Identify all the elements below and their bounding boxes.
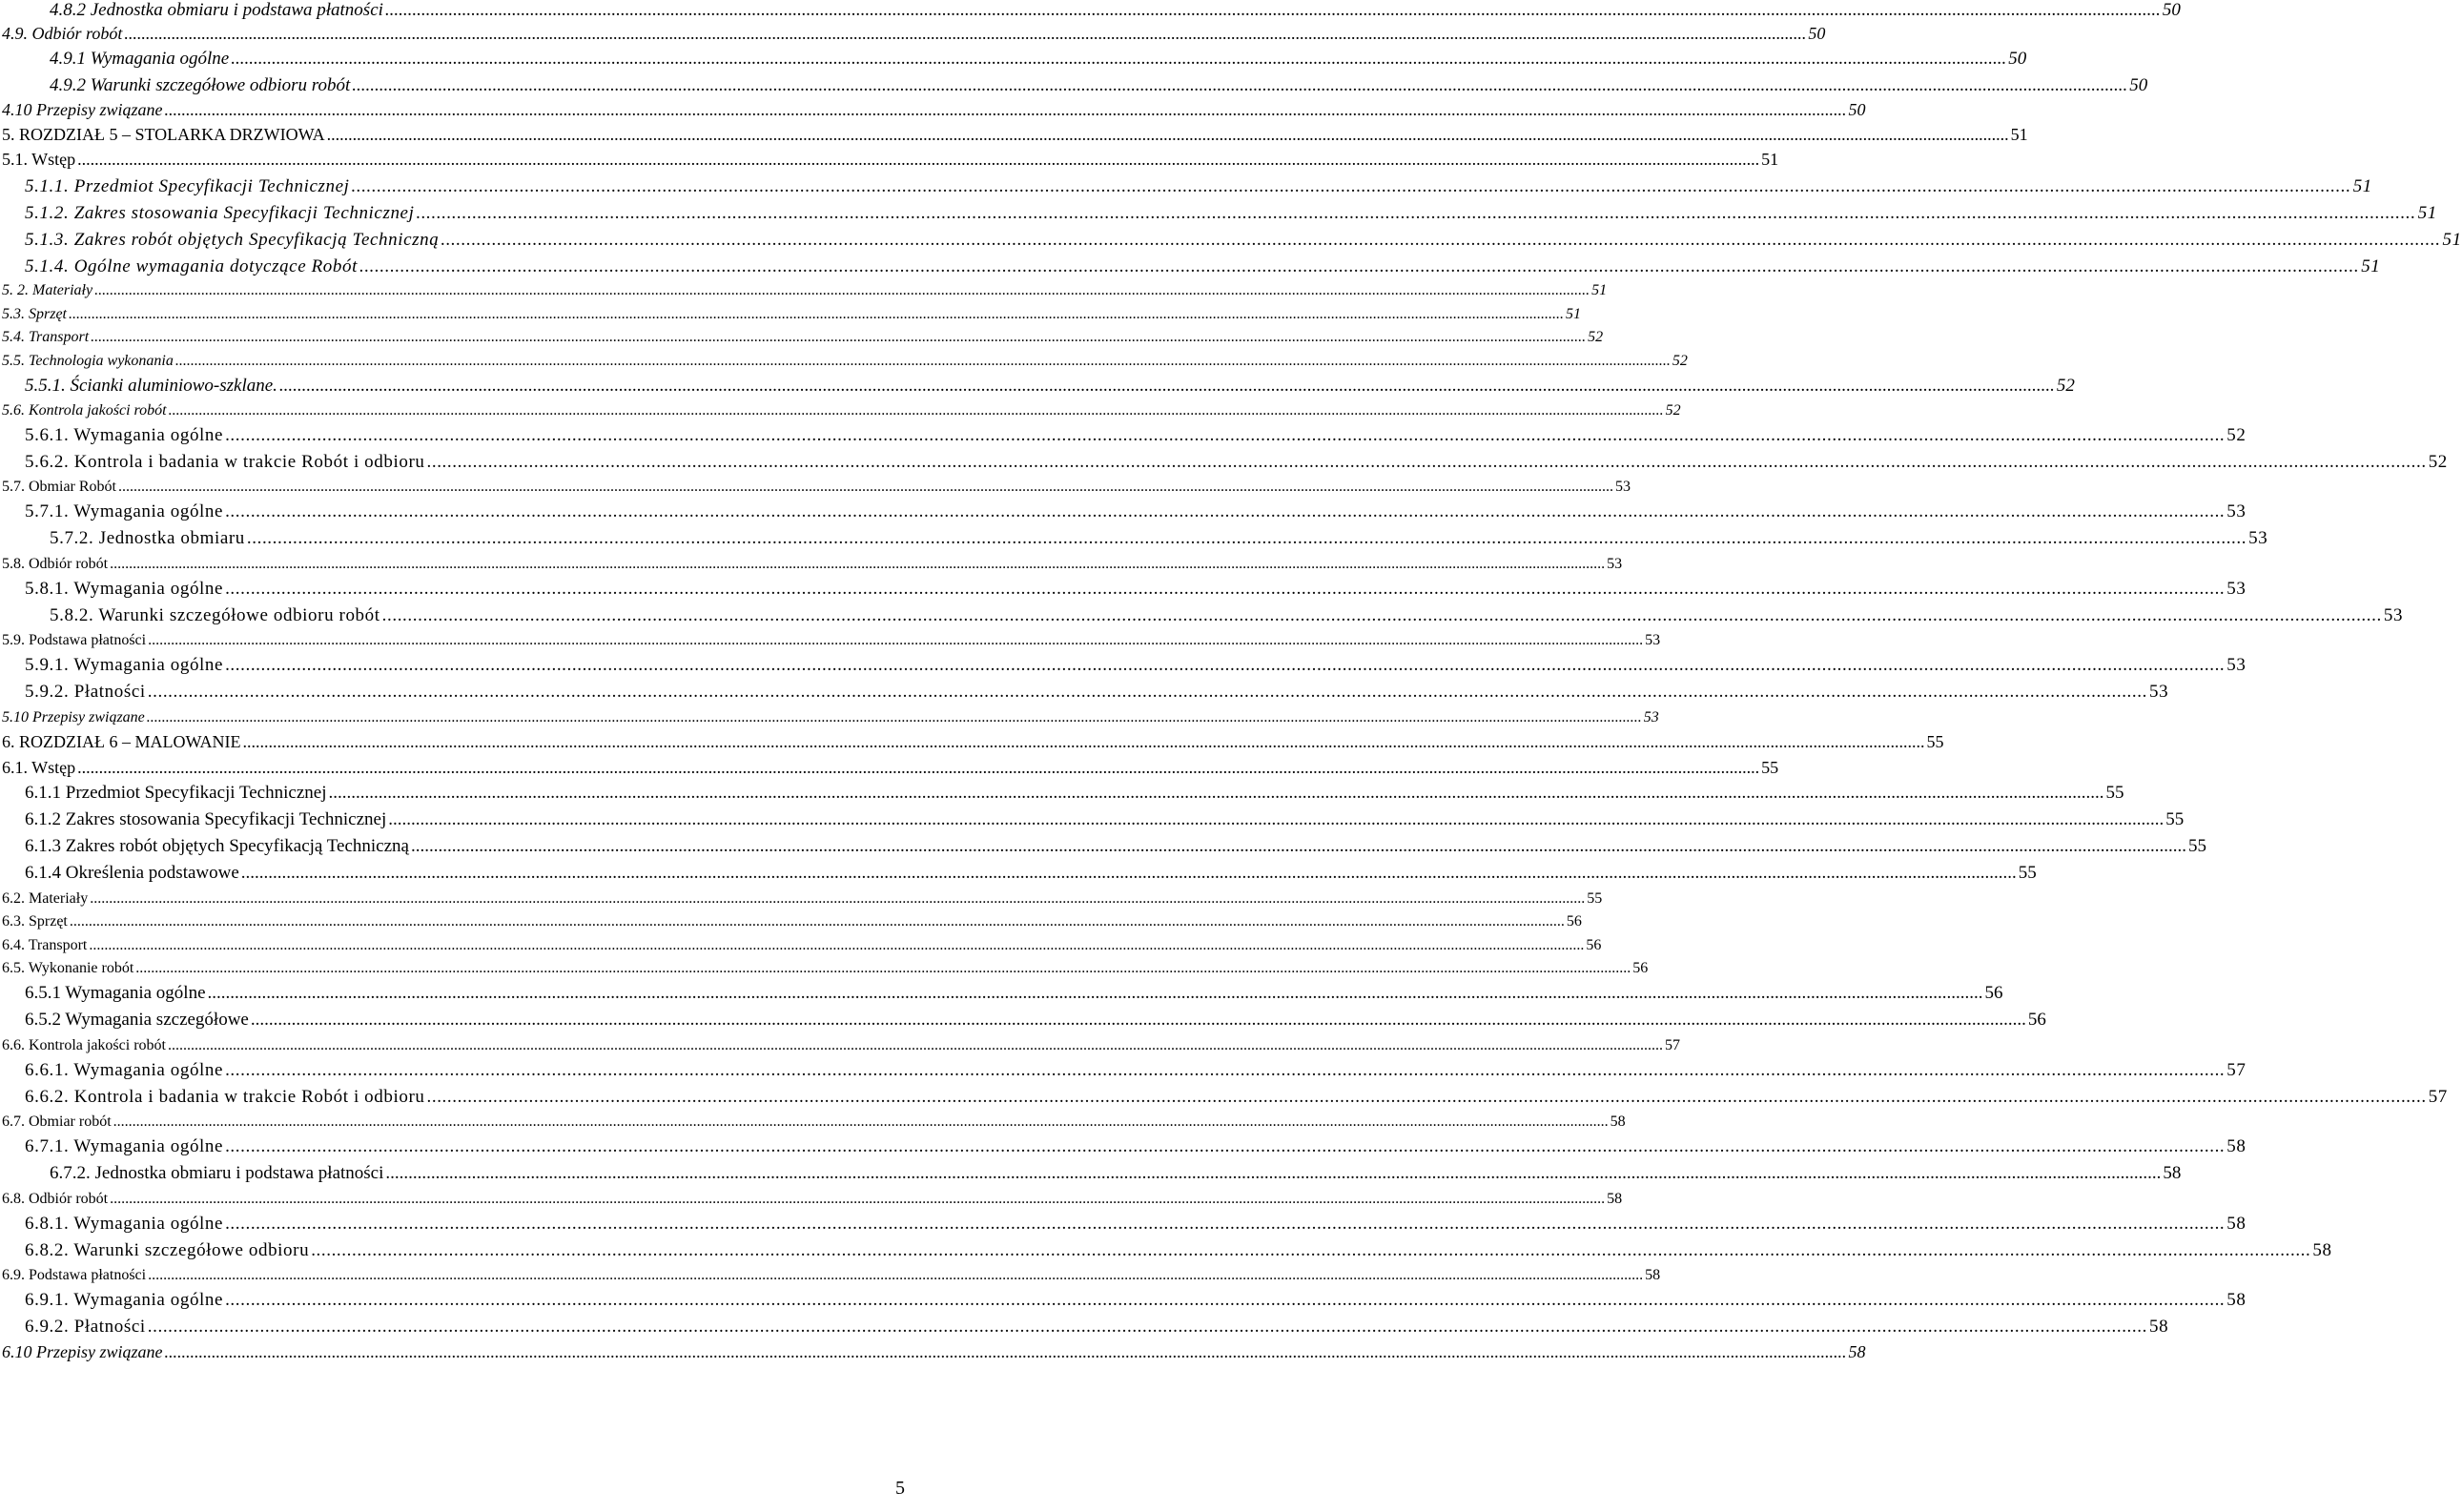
toc-entry-title: 5.4. Transport <box>2 329 90 345</box>
toc-leader-dots <box>77 150 1759 170</box>
toc-entry-page: 55 <box>1761 758 1779 777</box>
toc-entry-title: 5.10 Przepisy związane <box>2 709 145 725</box>
toc-entry-page: 55 <box>2187 836 2206 856</box>
toc-leader-dots <box>385 1163 2161 1184</box>
toc-leader-dots <box>327 125 2009 145</box>
toc-entry-page: 56 <box>1586 937 1602 953</box>
toc-entry[interactable] <box>0 960 1649 977</box>
toc-entry-title: 6.1.2 Zakres stosowania Specyfikacji Technicznej <box>25 809 387 829</box>
toc-entry-page: 58 <box>2312 1240 2332 1260</box>
toc-entry[interactable] <box>0 556 1623 573</box>
toc-leader-dots <box>441 230 2440 251</box>
toc-leader-dots <box>124 24 1806 44</box>
toc-entry[interactable] <box>0 655 2247 676</box>
toc-entry[interactable] <box>0 983 2003 1004</box>
toc-entry-title: 5.8. Odbiór robót <box>2 556 109 572</box>
toc-entry-page: 58 <box>2226 1290 2247 1310</box>
toc-entry-page: 58 <box>1610 1114 1626 1130</box>
toc-entry[interactable] <box>0 1191 1623 1208</box>
toc-leader-dots <box>69 306 1564 323</box>
toc-entry[interactable] <box>0 709 1659 726</box>
toc-entry[interactable] <box>0 1342 1866 1362</box>
toc-entry-title: 6.5. Wykonanie robót <box>2 960 134 976</box>
toc-entry-page: 52 <box>2428 452 2448 472</box>
toc-entry-page: 56 <box>1984 983 2003 1003</box>
toc-entry-title: 5.1.3. Zakres robót objętych Specyfikacją Techniczną <box>25 230 440 250</box>
toc-entry-page: 53 <box>2248 528 2268 548</box>
toc-entry[interactable] <box>0 758 1779 778</box>
toc-leader-dots <box>118 479 1613 496</box>
toc-leader-dots <box>311 1240 2310 1261</box>
toc-entry-page: 53 <box>1645 632 1661 648</box>
toc-entry-title: 4.10 Przepisy związane <box>2 100 163 119</box>
toc-entry-page: 57 <box>2428 1087 2448 1107</box>
toc-entry-page: 50 <box>1848 100 1866 119</box>
toc-entry-title: 6.9.2. Płatności <box>25 1317 146 1337</box>
toc-entry-page: 51 <box>2361 256 2381 276</box>
toc-entry[interactable] <box>0 682 2169 703</box>
toc-entry-page: 55 <box>2018 863 2037 883</box>
toc-entry-page: 53 <box>2226 501 2247 521</box>
toc-entry[interactable] <box>0 579 2247 600</box>
toc-entry-title: 5.1. Wstęp <box>2 150 76 169</box>
toc-entry-title: 6.9. Podstawa płatności <box>2 1267 147 1283</box>
toc-entry-page: 58 <box>1607 1191 1623 1207</box>
toc-entry[interactable] <box>0 24 1826 44</box>
toc-entry[interactable] <box>0 376 2075 397</box>
toc-leader-dots <box>328 783 2103 804</box>
toc-leader-dots <box>241 863 2017 884</box>
toc-entry[interactable] <box>0 0 2181 21</box>
toc-entry-title: 6.3. Sprzęt <box>2 913 68 930</box>
toc-entry-page: 58 <box>2226 1214 2247 1234</box>
toc-entry-page: 57 <box>2226 1060 2247 1080</box>
toc-entry-title: 5.7.1. Wymagania ogólne <box>25 501 224 521</box>
toc-leader-dots <box>225 1060 2225 1081</box>
toc-entry-page: 55 <box>1926 732 1944 751</box>
toc-entry[interactable] <box>0 256 2381 277</box>
toc-entry-page: 52 <box>1588 329 1604 345</box>
toc-leader-dots <box>148 682 2147 703</box>
toc-entry-title: 5.8.2. Warunki szczegółowe odbioru robót <box>50 605 380 625</box>
toc-entry[interactable] <box>0 329 1604 346</box>
toc-entry[interactable] <box>0 150 1779 170</box>
toc-leader-dots <box>388 809 2164 830</box>
toc-leader-dots <box>411 836 2186 857</box>
toc-leader-dots <box>352 176 2351 197</box>
toc-entry-title: 6.5.1 Wymagania ogólne <box>25 983 206 1003</box>
toc-entry[interactable] <box>0 1267 1661 1284</box>
toc-entry-page: 55 <box>2165 809 2185 829</box>
toc-entry-title: 6.6.1. Wymagania ogólne <box>25 1060 224 1080</box>
toc-entry-page: 53 <box>1615 479 1631 495</box>
toc-entry-title: 5. ROZDZIAŁ 5 – STOLARKA DRZWIOWA <box>2 125 325 144</box>
toc-entry-page: 58 <box>2226 1136 2247 1156</box>
toc-leader-dots <box>359 256 2359 277</box>
toc-leader-dots <box>135 960 1631 977</box>
toc-leader-dots <box>169 402 1664 419</box>
toc-entry-page: 52 <box>1665 402 1681 419</box>
toc-entry-page: 51 <box>2010 125 2028 144</box>
toc-entry-page: 58 <box>1645 1267 1661 1283</box>
toc-leader-dots <box>231 49 2006 70</box>
toc-entry-title: 6.1.1 Przedmiot Specyfikacji Technicznej <box>25 783 327 803</box>
toc-entry-page: 51 <box>2442 230 2462 250</box>
toc-entry-title: 6.1.4 Określenia podstawowe <box>25 863 239 883</box>
toc-entry-page: 52 <box>2226 425 2247 445</box>
toc-entry[interactable] <box>0 732 1944 752</box>
toc-entry-page: 53 <box>2383 605 2404 625</box>
toc-leader-dots <box>208 983 1983 1004</box>
toc-entry-title: 5.7. Obmiar Robót <box>2 479 116 495</box>
toc-entry-title: 5.1.1. Przedmiot Specyfikacji Technicznej <box>25 176 350 196</box>
toc-entry-page: 50 <box>2008 49 2027 69</box>
toc-entry-title: 5.6.1. Wymagania ogólne <box>25 425 224 445</box>
toc-entry[interactable] <box>0 203 2437 224</box>
toc-entry[interactable] <box>0 1087 2448 1108</box>
toc-entry[interactable] <box>0 452 2448 473</box>
toc-entry-page: 53 <box>2226 579 2247 599</box>
toc-entry-title: 5.6.2. Kontrola i badania w trakcie Robót i odbioru <box>25 452 425 472</box>
toc-entry-title: 6.1.3 Zakres robót objętych Specyfikacją Techniczną <box>25 836 409 856</box>
toc-entry-page: 58 <box>1848 1342 1866 1361</box>
toc-entry-title: 5.5. Technologia wykonania <box>2 353 174 369</box>
toc-entry-title: 5.8.1. Wymagania ogólne <box>25 579 224 599</box>
toc-entry-title: 6.6.2. Kontrola i badania w trakcie Robót i odbioru <box>25 1087 425 1107</box>
toc-leader-dots <box>77 758 1759 778</box>
toc-entry-page: 53 <box>2226 655 2247 675</box>
toc-leader-dots <box>165 100 1847 120</box>
toc-entry-title: 4.9.2 Warunki szczegółowe odbioru robót <box>50 75 351 95</box>
toc-entry-page: 56 <box>2027 1010 2046 1030</box>
toc-entry[interactable] <box>0 1010 2046 1031</box>
toc-entry-page: 56 <box>1566 913 1582 930</box>
toc-entry-title: 6.1. Wstęp <box>2 758 76 777</box>
toc-leader-dots <box>110 556 1605 573</box>
toc-entry-title: 6.7.2. Jednostka obmiaru i podstawa płatności <box>50 1163 384 1183</box>
toc-entry[interactable] <box>0 125 2028 145</box>
page-number: 5 <box>895 1478 905 1499</box>
toc-leader-dots <box>225 1136 2225 1157</box>
toc-entry-title: 4.9.1 Wymagania ogólne <box>50 49 230 69</box>
toc-entry[interactable] <box>0 282 1608 299</box>
toc-entry-title: 5.9. Podstawa płatności <box>2 632 147 648</box>
toc-leader-dots <box>175 353 1671 370</box>
toc-leader-dots <box>225 425 2225 446</box>
toc-entry-title: 6.9.1. Wymagania ogólne <box>25 1290 224 1310</box>
toc-entry[interactable] <box>0 913 1582 930</box>
toc-entry-page: 56 <box>1632 960 1649 976</box>
toc-entry[interactable] <box>0 100 1866 120</box>
toc-entry[interactable] <box>0 479 1631 496</box>
toc-entry-title: 6.2. Materiały <box>2 890 89 907</box>
toc-entry-page: 55 <box>2105 783 2124 803</box>
toc-entry[interactable] <box>0 528 2268 549</box>
toc-entry-title: 4.9. Odbiór robót <box>2 24 123 43</box>
toc-leader-dots <box>90 890 1585 908</box>
toc-entry[interactable] <box>0 1037 1680 1054</box>
toc-entry-page: 51 <box>2352 176 2372 196</box>
toc-leader-dots <box>416 203 2415 224</box>
toc-entry[interactable] <box>0 1317 2169 1338</box>
toc-entry[interactable] <box>0 1136 2247 1157</box>
toc-entry-title: 5. 2. Materiały <box>2 282 93 298</box>
toc-entry[interactable] <box>0 632 1661 649</box>
toc-leader-dots <box>247 528 2247 549</box>
toc-leader-dots <box>225 1214 2225 1235</box>
toc-entry[interactable] <box>0 306 1581 323</box>
toc-entry-page: 50 <box>2129 75 2148 95</box>
toc-entry[interactable] <box>0 230 2462 251</box>
toc-entry-page: 51 <box>1761 150 1779 169</box>
toc-entry-title: 5.1.2. Zakres stosowania Specyfikacji Technicznej <box>25 203 415 223</box>
toc-entry-page: 51 <box>1591 282 1608 298</box>
toc-entry-page: 51 <box>2417 203 2437 223</box>
toc-leader-dots <box>385 0 2161 21</box>
toc-entry[interactable] <box>0 836 2206 857</box>
toc-entry-title: 6.5.2 Wymagania szczegółowe <box>25 1010 249 1030</box>
toc-leader-dots <box>113 1114 1609 1131</box>
toc-leader-dots <box>225 579 2225 600</box>
toc-entry[interactable] <box>0 501 2247 522</box>
toc-entry-title: 5.7.2. Jednostka obmiaru <box>50 528 245 548</box>
toc-leader-dots <box>70 913 1565 930</box>
toc-entry-title: 6.6. Kontrola jakości robót <box>2 1037 166 1053</box>
toc-leader-dots <box>225 655 2225 676</box>
toc-leader-dots <box>352 75 2127 96</box>
toc-entry-page: 53 <box>1607 556 1623 572</box>
toc-entry[interactable] <box>0 425 2247 446</box>
toc-entry-title: 6.8. Odbiór robót <box>2 1191 109 1207</box>
toc-entry[interactable] <box>0 863 2037 884</box>
toc-entry[interactable] <box>0 1290 2247 1311</box>
toc-entry-title: 6.7. Obmiar robót <box>2 1114 112 1130</box>
toc-leader-dots <box>427 1087 2427 1108</box>
toc-entry-title: 6.8.2. Warunki szczegółowe odbioru <box>25 1240 310 1260</box>
toc-entry-page: 55 <box>1587 890 1603 907</box>
toc-leader-dots <box>147 709 1642 726</box>
toc-entry-title: 6.8.1. Wymagania ogólne <box>25 1214 224 1234</box>
toc-entry-title: 5.1.4. Ogólne wymagania dotyczące Robót <box>25 256 358 276</box>
toc-entry-page: 57 <box>1664 1037 1680 1053</box>
toc-entry-title: 4.8.2 Jednostka obmiaru i podstawa płatności <box>50 0 383 20</box>
toc-leader-dots <box>165 1342 1847 1362</box>
toc-leader-dots <box>89 937 1584 954</box>
toc-leader-dots <box>382 605 2382 626</box>
toc-entry-title: 5.5.1. Ścianki aluminiowo-szklane. <box>25 376 277 396</box>
toc-leader-dots <box>279 376 2055 397</box>
toc-entry-page: 52 <box>2056 376 2075 396</box>
toc-entry[interactable] <box>0 75 2148 96</box>
toc-entry-title: 5.6. Kontrola jakości robót <box>2 402 167 419</box>
toc-entry[interactable] <box>0 1214 2247 1235</box>
toc-entry[interactable] <box>0 353 1688 370</box>
toc-entry-page: 58 <box>2163 1163 2182 1183</box>
toc-entry-page: 58 <box>2148 1317 2169 1337</box>
toc-leader-dots <box>94 282 1590 299</box>
toc-entry-title: 5.3. Sprzęt <box>2 306 67 322</box>
toc-leader-dots <box>168 1037 1663 1054</box>
toc-entry[interactable] <box>0 937 1602 954</box>
toc-entry[interactable] <box>0 1060 2247 1081</box>
toc-entry-title: 6.4. Transport <box>2 937 88 953</box>
toc-entry-page: 50 <box>1808 24 1826 43</box>
toc-entry[interactable] <box>0 1163 2182 1184</box>
toc-entry-title: 5.9.2. Płatności <box>25 682 146 702</box>
toc-entry[interactable] <box>0 890 1603 908</box>
toc-entry-title: 6.7.1. Wymagania ogólne <box>25 1136 224 1156</box>
toc-leader-dots <box>110 1191 1605 1208</box>
toc-leader-dots <box>242 732 1924 752</box>
toc-leader-dots <box>148 1267 1643 1284</box>
toc-leader-dots <box>148 1317 2147 1338</box>
toc-leader-dots <box>251 1010 2026 1031</box>
toc-leader-dots <box>148 632 1643 649</box>
toc-entry[interactable] <box>0 783 2124 804</box>
toc-entry[interactable] <box>0 605 2404 626</box>
toc-leader-dots <box>225 501 2225 522</box>
toc-entry-title: 5.9.1. Wymagania ogólne <box>25 655 224 675</box>
toc-entry[interactable] <box>0 1114 1626 1131</box>
toc-entry-page: 53 <box>1643 709 1659 725</box>
toc-leader-dots <box>91 329 1586 346</box>
toc-leader-dots <box>225 1290 2225 1311</box>
toc-entry[interactable] <box>0 809 2185 830</box>
toc-entry[interactable] <box>0 176 2372 197</box>
toc-entry-title: 6. ROZDZIAŁ 6 – MALOWANIE <box>2 732 241 751</box>
toc-leader-dots <box>427 452 2427 473</box>
toc-entry-title: 6.10 Przepisy związane <box>2 1342 163 1361</box>
toc-entry-page: 50 <box>2162 0 2181 20</box>
toc-entry-page: 51 <box>1566 306 1581 322</box>
toc-entry-page: 53 <box>2148 682 2169 702</box>
toc-entry-page: 52 <box>1672 353 1688 369</box>
toc-entry[interactable] <box>0 1240 2332 1261</box>
toc-entry[interactable] <box>0 402 1681 419</box>
toc-entry[interactable] <box>0 49 2027 70</box>
